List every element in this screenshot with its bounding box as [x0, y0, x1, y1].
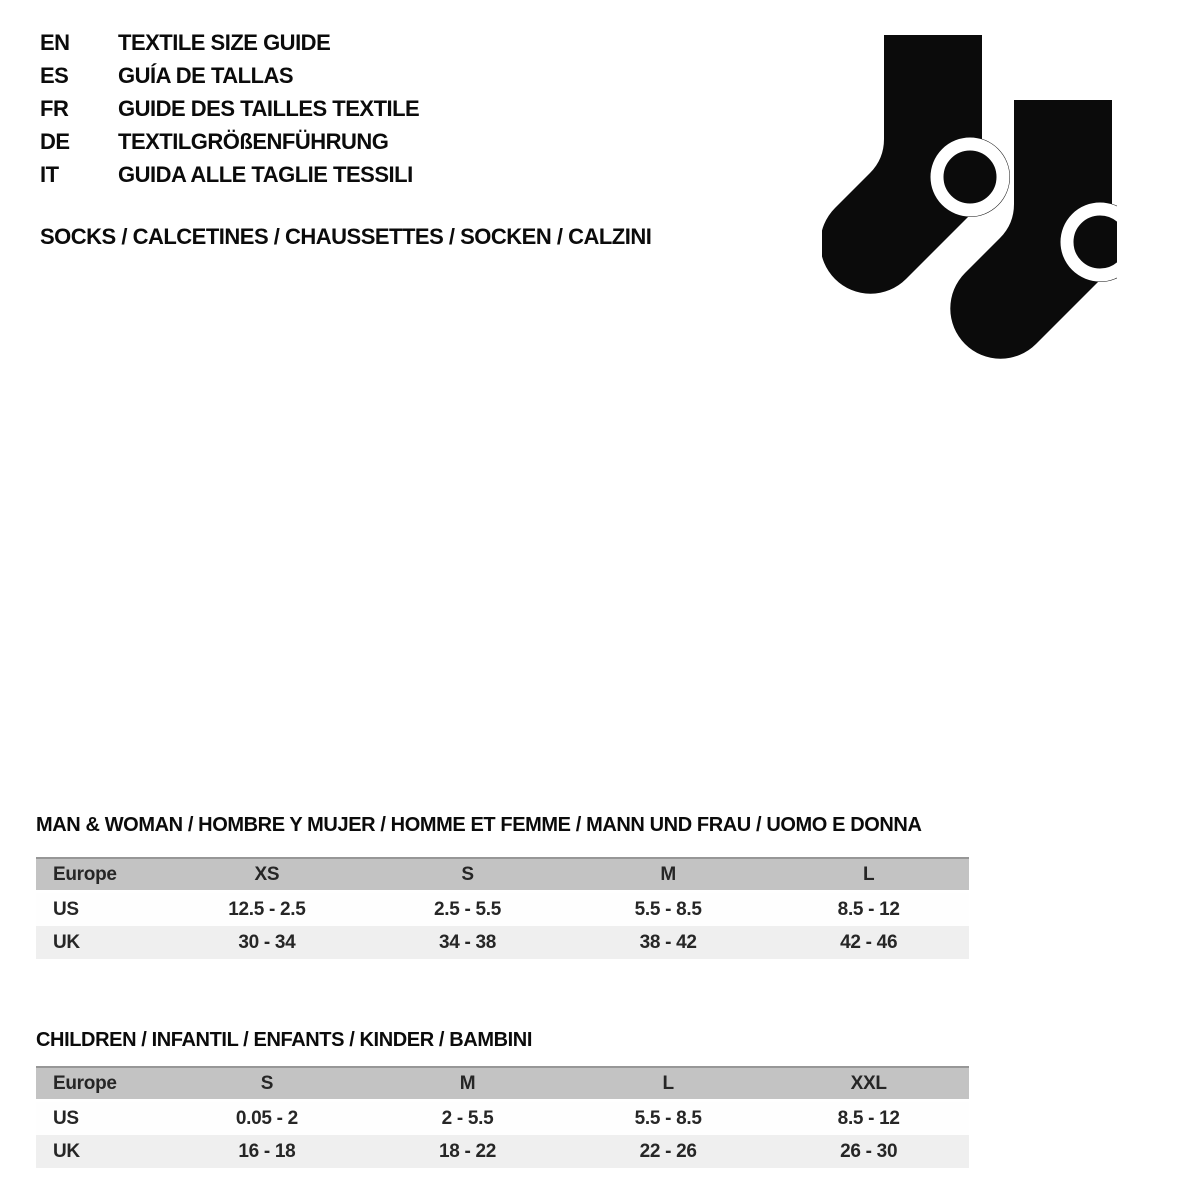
column-header-size: L [768, 857, 969, 893]
table-row-uk [36, 926, 969, 959]
row-label: UK [53, 1140, 80, 1162]
column-header-size: XXL [768, 1066, 969, 1102]
language-code: ES [40, 63, 69, 88]
size-cell: 22 - 26 [639, 1140, 697, 1162]
table-header-row [36, 857, 969, 893]
row-label: US [53, 1107, 79, 1129]
size-cell: 8.5 - 12 [837, 898, 900, 920]
product-category-line: SOCKS / CALCETINES / CHAUSSETTES / SOCKEN / CALZINI [40, 224, 652, 249]
guide-title: TEXTILGRÖßENFÜHRUNG [118, 129, 389, 154]
language-row-es [40, 63, 419, 96]
table-header-row [36, 1066, 969, 1102]
language-code: DE [40, 129, 70, 154]
size-cell: 2.5 - 5.5 [433, 898, 501, 920]
size-cell: 5.5 - 8.5 [634, 1107, 702, 1129]
language-title-list [40, 30, 419, 195]
column-header-size: S [167, 1066, 368, 1102]
size-cell: 0.05 - 2 [235, 1107, 298, 1129]
column-header-size: XS [167, 857, 368, 893]
guide-title: GUIDA ALLE TAGLIE TESSILI [118, 162, 413, 187]
size-cell: 12.5 - 2.5 [228, 898, 306, 920]
table-row-uk [36, 1135, 969, 1168]
guide-title: GUIDE DES TAILLES TEXTILE [118, 96, 420, 121]
column-header-size: M [568, 857, 769, 893]
size-cell: 5.5 - 8.5 [634, 898, 702, 920]
children-table-title: CHILDREN / INFANTIL / ENFANTS / KINDER / BAMBINI [36, 1029, 532, 1051]
socks-icon [822, 35, 1117, 365]
language-row-de [40, 129, 419, 162]
size-cell: 16 - 18 [238, 1140, 296, 1162]
guide-title: GUÍA DE TALLAS [118, 63, 294, 88]
size-table-children [36, 1066, 969, 1168]
language-row-en [40, 30, 419, 63]
column-header-size: S [367, 857, 568, 893]
row-label: UK [53, 931, 80, 953]
size-cell: 18 - 22 [438, 1140, 497, 1162]
size-cell: 34 - 38 [438, 931, 497, 953]
table-row-us [36, 893, 969, 926]
size-cell: 38 - 42 [639, 931, 697, 953]
column-header-region: Europe [36, 1066, 167, 1102]
column-header-size: M [367, 1066, 568, 1102]
adults-size-section [36, 814, 969, 959]
language-row-fr [40, 96, 419, 129]
size-table-adults [36, 857, 969, 959]
guide-title: TEXTILE SIZE GUIDE [118, 30, 331, 55]
language-code: EN [40, 30, 70, 55]
language-code: FR [40, 96, 69, 121]
row-label: US [53, 898, 79, 920]
size-cell: 30 - 34 [238, 931, 296, 953]
size-cell: 8.5 - 12 [837, 1107, 900, 1129]
size-cell: 2 - 5.5 [441, 1107, 494, 1129]
size-cell: 42 - 46 [840, 931, 898, 953]
table-row-us [36, 1102, 969, 1135]
column-header-region: Europe [36, 857, 167, 893]
column-header-size: L [568, 1066, 769, 1102]
size-cell: 26 - 30 [840, 1140, 898, 1162]
language-code: IT [40, 162, 59, 187]
children-size-section [36, 1029, 969, 1168]
language-row-it [40, 162, 419, 195]
adults-table-title: MAN & WOMAN / HOMBRE Y MUJER / HOMME ET FEMME / MANN UND FRAU / UOMO E DONNA [36, 814, 922, 836]
